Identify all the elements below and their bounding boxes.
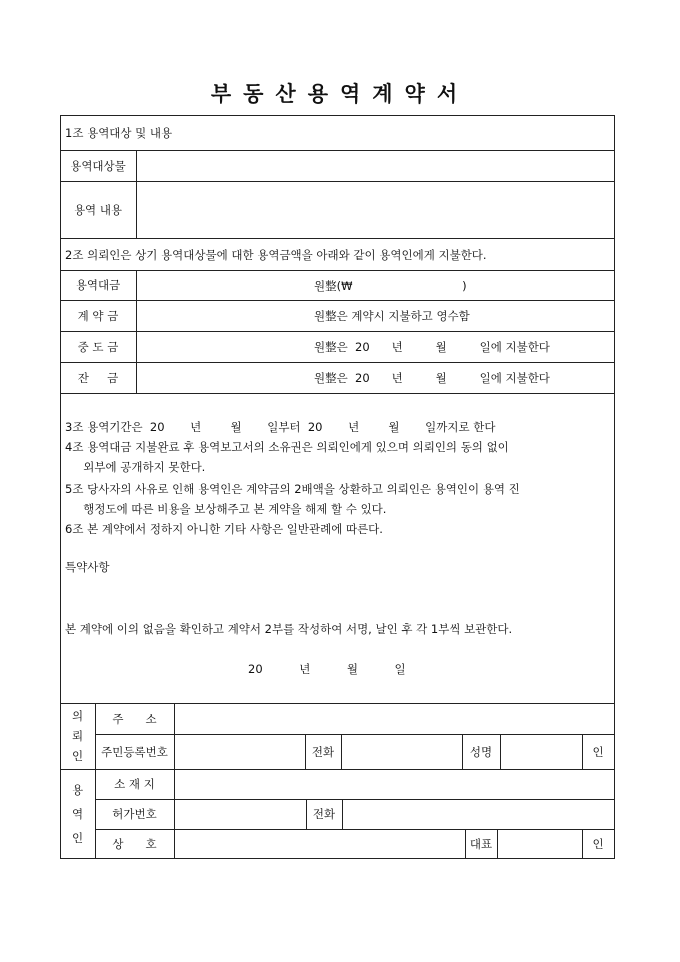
payment-text[interactable]: 원整(₩ ): [314, 279, 467, 293]
interim-text[interactable]: 원整은 20 년 월 일에 지불한다: [314, 340, 550, 354]
special-terms-label: 특약사항: [65, 560, 110, 574]
confirmation-text: 본 계약에 이의 없음을 확인하고 계약서 2부를 작성하여 서명, 날인 후 각 1부씩 보관한다.: [65, 622, 513, 636]
deposit-text[interactable]: 원整은 계약시 지불하고 영수함: [314, 309, 470, 323]
agent-seal: 인: [592, 836, 604, 851]
content-label: 용역 내용: [73, 202, 123, 217]
article-6: 6조 본 계약에서 정하지 아니한 기타 사항은 일반관례에 따른다.: [65, 522, 383, 536]
agent-firm-label: 상 호: [112, 836, 157, 851]
content-field[interactable]: [137, 182, 614, 238]
article-1: 1조 용역대상 및 내용: [65, 126, 173, 140]
contract-date[interactable]: 20 년 월 일: [248, 662, 406, 676]
subject-field[interactable]: [137, 151, 614, 181]
subject-label: 용역대상물: [70, 158, 126, 173]
client-label: 의 뢰 인: [71, 709, 84, 763]
agent-phone-label: 전화: [312, 807, 336, 821]
article-2: 2조 의뢰인은 상기 용역대상물에 대한 용역금액을 아래와 같이 용역인에게 지불한다.: [65, 248, 487, 262]
client-address-label: 주 소: [112, 711, 157, 726]
agent-rep-label: 대표: [469, 836, 493, 851]
balance-text[interactable]: 원整은 20 년 월 일에 지불한다: [314, 371, 550, 385]
agent-label: 용 역 인: [71, 782, 84, 845]
article-4-cont: 외부에 공개하지 못한다.: [65, 460, 206, 474]
article-5: 5조 당사자의 사유로 인해 용역인은 계약금의 2배액을 상환하고 의뢰인은 용역인이 용역 진: [65, 482, 520, 496]
deposit-label: 계 약 금: [77, 308, 119, 323]
client-name-label: 성명: [469, 744, 493, 759]
document-title: 부동산용역계약서: [210, 82, 470, 106]
client-phone-label: 전화: [311, 744, 335, 759]
client-seal: 인: [592, 744, 604, 759]
article-4: 4조 용역대금 지불완료 후 용역보고서의 소유권은 의뢰인에게 있으며 의뢰인의 동의 없이: [65, 440, 509, 454]
article-5-cont: 행정도에 따른 비용을 보상해주고 본 계약을 해제 할 수 있다.: [65, 502, 387, 516]
balance-label: 잔 금: [77, 370, 119, 385]
agent-location-label: 소 재 지: [114, 777, 155, 791]
agent-license-label: 허가번호: [112, 807, 157, 821]
article-3: 3조 용역기간은 20 년 월 일부터 20 년 월 일까지로 한다: [65, 420, 496, 434]
interim-label: 중 도 금: [77, 339, 119, 354]
payment-label: 용역대금: [75, 278, 121, 292]
client-id-label: 주민등록번호: [101, 744, 168, 759]
